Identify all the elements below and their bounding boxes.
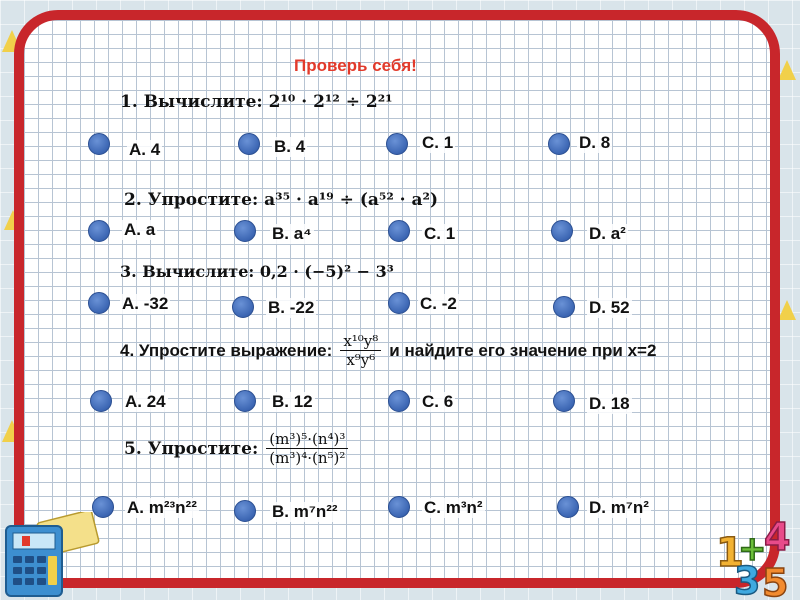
option-5c: C. m³n² — [424, 498, 483, 517]
question-4-numerator: x¹⁰y⁸ — [340, 332, 381, 351]
answer-radio-1c[interactable] — [386, 133, 408, 155]
question-4-denominator: x⁹y⁶ — [346, 351, 376, 369]
option-4d: D. 18 — [589, 394, 630, 413]
slide-title: Проверь себя! — [294, 56, 417, 75]
answer-radio-4d[interactable] — [553, 390, 575, 412]
option-5d: D. m⁷n² — [589, 498, 649, 517]
answer-radio-4b[interactable] — [234, 390, 256, 412]
answer-radio-3a[interactable] — [88, 292, 110, 314]
option-3a: A. -32 — [122, 294, 169, 313]
question-5-denominator: (m³)⁴·(n⁵)² — [269, 449, 346, 467]
svg-text:1: 1 — [716, 530, 744, 576]
option-4a: A. 24 — [125, 392, 166, 411]
question-4-text: 4. Упростите выражение: — [120, 340, 333, 360]
option-1a: A. 4 — [129, 140, 161, 159]
option-2d: D. a² — [589, 224, 626, 243]
numbers-illustration — [712, 508, 800, 600]
svg-text:+: + — [738, 529, 767, 569]
answer-radio-3d[interactable] — [553, 296, 575, 318]
answer-radio-2c[interactable] — [388, 220, 410, 242]
calculator-illustration — [0, 512, 104, 600]
option-3d: D. 52 — [589, 298, 630, 317]
question-2: 2. Упростите: a³⁵ · a¹⁹ ÷ (a⁵² · a²) — [124, 190, 439, 210]
svg-text:3: 3 — [734, 559, 761, 600]
answer-radio-2a[interactable] — [88, 220, 110, 242]
answer-radio-1a[interactable] — [88, 133, 110, 155]
option-3c: C. -2 — [420, 294, 457, 313]
question-5-numerator: (m³)⁵·(n⁴)³ — [266, 430, 348, 449]
question-5 — [124, 430, 348, 467]
question-5-text: 5. Упростите: — [124, 438, 259, 459]
option-5b: B. m⁷n²² — [272, 502, 338, 521]
question-4 — [120, 332, 656, 369]
answer-radio-2b[interactable] — [234, 220, 256, 242]
answer-radio-2d[interactable] — [551, 220, 573, 242]
slide-card — [14, 10, 780, 588]
answer-radio-1b[interactable] — [238, 133, 260, 155]
answer-radio-5d[interactable] — [557, 496, 579, 518]
question-4-condition: и найдите его значение при x=2 — [389, 340, 657, 360]
option-1c: C. 1 — [422, 133, 454, 152]
question-3: 3. Вычислите: 0,2 · (−5)² − 3³ — [120, 262, 394, 281]
answer-radio-1d[interactable] — [548, 133, 570, 155]
option-1d: D. 8 — [579, 133, 611, 152]
answer-radio-5c[interactable] — [388, 496, 410, 518]
answer-radio-3b[interactable] — [232, 296, 254, 318]
option-3b: B. -22 — [268, 298, 315, 317]
option-2a: A. a — [124, 220, 156, 239]
answer-radio-4a[interactable] — [90, 390, 112, 412]
option-2c: C. 1 — [424, 224, 456, 243]
question-4-fraction — [340, 332, 381, 369]
question-5-fraction — [266, 430, 348, 467]
option-4c: C. 6 — [422, 392, 454, 411]
svg-text:5: 5 — [762, 561, 789, 600]
answer-radio-3c[interactable] — [388, 292, 410, 314]
option-4b: B. 12 — [272, 392, 313, 411]
svg-text:4: 4 — [764, 515, 791, 559]
answer-radio-5b[interactable] — [234, 500, 256, 522]
option-2b: B. a⁴ — [272, 224, 312, 243]
sailboat-decoration — [778, 300, 796, 320]
answer-radio-4c[interactable] — [388, 390, 410, 412]
option-5a: A. m²³n²² — [127, 498, 197, 517]
question-1: 1. Вычислите: 2¹⁰ · 2¹² ÷ 2²¹ — [120, 92, 393, 112]
option-1b: B. 4 — [274, 137, 306, 156]
sailboat-decoration — [778, 60, 796, 80]
